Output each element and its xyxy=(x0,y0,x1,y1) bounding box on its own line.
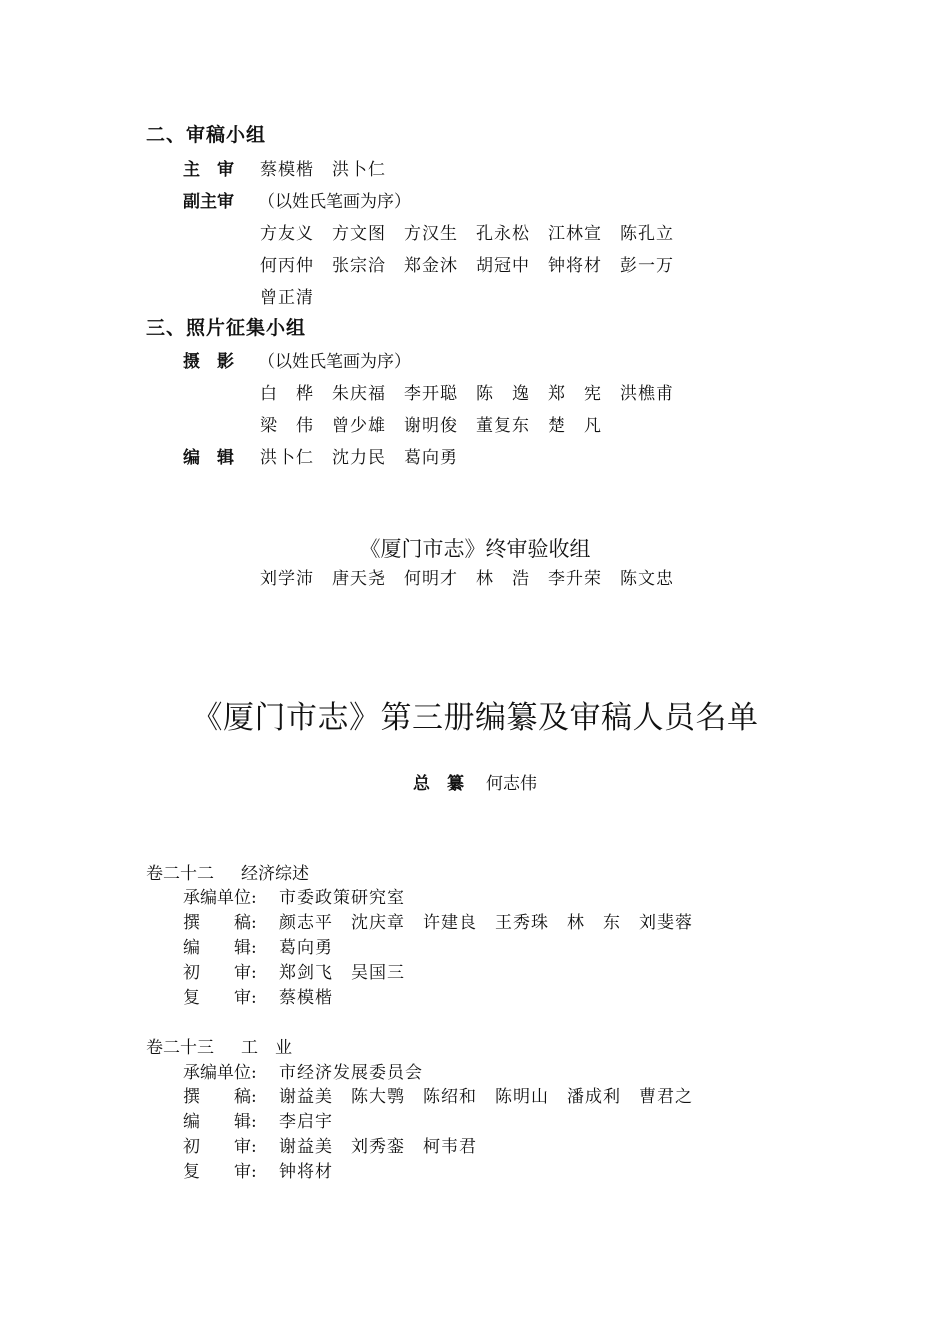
volume-row xyxy=(183,1082,693,1107)
row-key: 撰 稿: xyxy=(183,1087,257,1107)
chief-compiler-label: 总 纂 xyxy=(413,774,464,794)
volume-row xyxy=(183,908,693,933)
deputy-reviewer-label: 副主审 xyxy=(183,192,234,212)
row-value: 钟将材 xyxy=(279,1162,333,1182)
volume-row xyxy=(183,958,405,983)
row-value: 市委政策研究室 xyxy=(279,888,405,908)
row-key: 编 辑: xyxy=(183,1112,257,1132)
volume-row xyxy=(183,1107,333,1132)
volume-name: 经济综述 xyxy=(241,864,309,884)
volume-list-title: 《厦门市志》第三册编纂及审稿人员名单 xyxy=(191,700,759,736)
deputy-reviewer-line: 何丙仲 张宗洽 郑金沐 胡冠中 钟将材 彭一万 xyxy=(260,256,674,276)
row-key: 承编单位: xyxy=(183,888,257,908)
row-key: 复 审: xyxy=(183,1162,257,1182)
row-key: 初 审: xyxy=(183,963,257,983)
row-value: 蔡模楷 xyxy=(279,988,333,1008)
chief-reviewer-names: 蔡模楷 洪卜仁 xyxy=(260,160,386,180)
volume-number: 卷二十三 xyxy=(146,1038,214,1058)
final-review-names: 刘学沛 唐天尧 何明才 林 浩 李升荣 陈文忠 xyxy=(260,569,674,589)
volume-row xyxy=(183,1157,333,1182)
row-value: 葛向勇 xyxy=(279,938,333,958)
row-key: 承编单位: xyxy=(183,1063,257,1083)
final-review-title: 《厦门市志》终审验收组 xyxy=(359,537,591,561)
row-value: 谢益美 陈大鹗 陈绍和 陈明山 潘成利 曹君之 xyxy=(279,1087,693,1107)
row-key: 撰 稿: xyxy=(183,913,257,933)
volume-heading xyxy=(146,859,309,884)
row-value: 郑剑飞 吴国三 xyxy=(279,963,405,983)
volume-row xyxy=(183,1132,477,1157)
section-heading-photo-group: 三、照片征集小组 xyxy=(146,317,307,339)
deputy-reviewer-line: 曾正清 xyxy=(260,288,314,308)
volume-name: 工 业 xyxy=(241,1038,292,1058)
row-value: 市经济发展委员会 xyxy=(279,1063,423,1083)
chief-compiler-name: 何志伟 xyxy=(486,774,537,794)
row-key: 初 审: xyxy=(183,1137,257,1157)
volume-row xyxy=(183,1058,423,1083)
deputy-reviewer-line: 方友义 方文图 方汉生 孔永松 江林宣 陈孔立 xyxy=(260,224,674,244)
row-key: 编 辑: xyxy=(183,938,257,958)
chief-reviewer-label: 主 审 xyxy=(183,160,234,180)
row-key: 复 审: xyxy=(183,988,257,1008)
deputy-reviewer-note: （以姓氏笔画为序） xyxy=(258,192,411,212)
section-heading-review-group: 二、审稿小组 xyxy=(146,124,267,146)
volume-row xyxy=(183,983,333,1008)
row-value: 李启宇 xyxy=(279,1112,333,1132)
volume-heading xyxy=(146,1033,292,1058)
chief-compiler-line xyxy=(0,769,950,794)
photographer-label: 摄 影 xyxy=(183,352,234,372)
row-value: 谢益美 刘秀銮 柯韦君 xyxy=(279,1137,477,1157)
row-value: 颜志平 沈庆章 许建良 王秀珠 林 东 刘斐蓉 xyxy=(279,913,693,933)
volume-number: 卷二十二 xyxy=(146,864,214,884)
photo-editor-names: 洪卜仁 沈力民 葛向勇 xyxy=(260,448,458,468)
volume-row xyxy=(183,883,405,908)
photographer-line: 白 桦 朱庆福 李开聪 陈 逸 郑 宪 洪樵甫 xyxy=(260,384,674,404)
photographer-note: （以姓氏笔画为序） xyxy=(258,352,411,372)
volume-row xyxy=(183,933,333,958)
photographer-line: 梁 伟 曾少雄 谢明俊 董复东 楚 凡 xyxy=(260,416,602,436)
photo-editor-label: 编 辑 xyxy=(183,448,234,468)
